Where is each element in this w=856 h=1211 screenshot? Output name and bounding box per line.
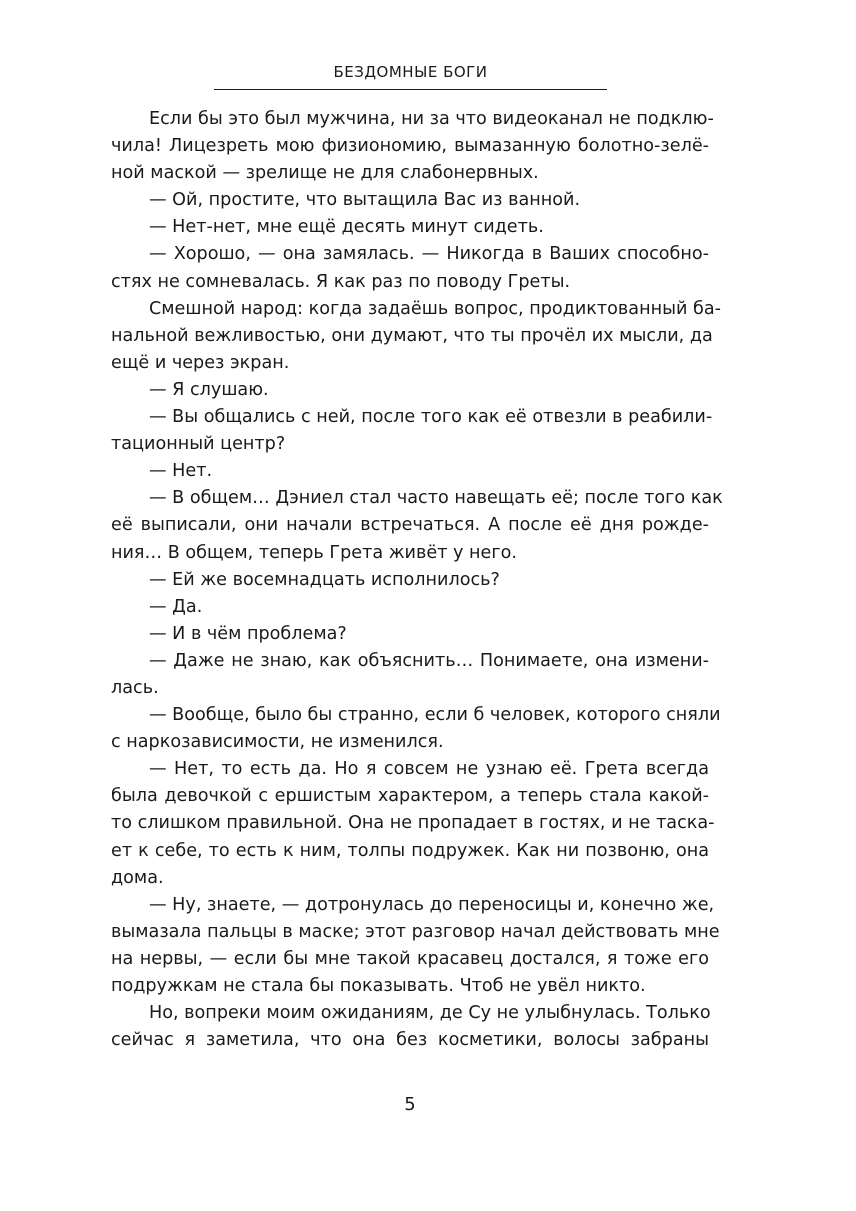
text-line: — Нет, то есть да. Но я совсем не узнаю её. Грета всегда [149,759,709,780]
text-line: нальной вежливостью, они думают, что ты прочёл их мысли, да [111,325,713,346]
text-line: её выписали, они начали встречаться. А после её дня рожде- [111,515,709,536]
body-text [111,106,723,1054]
text-line: подружкам не стала бы показывать. Чтоб не увёл никто. [111,976,646,996]
text-line: Смешной народ: когда задаёшь вопрос, продиктованный ба- [149,298,721,319]
text-line: — В общем… Дэниел стал часто навещать её; после того как [149,488,723,509]
text-line: — И в чём проблема? [149,623,347,644]
text-line: то слишком правильной. Она не пропадает в гостях, и не таска- [111,813,715,834]
text-line: — Вообще, было бы странно, если б человек, которого сняли [149,705,721,726]
text-line: на нервы, — если бы мне такой красавец достался, я тоже его [111,948,709,969]
text-line: тационный центр? [111,434,286,455]
text-line: — Вы общались с ней, после того как её отвезли в реабили- [149,407,713,428]
running-header-title: БЕЗДОМНЫЕ БОГИ [333,63,488,81]
text-line: — Нет. [149,461,213,482]
page-number: 5 [404,1094,416,1115]
text-line: — Ой, простите, что вытащила Вас из ванной. [149,190,581,211]
text-line: ной маской — зрелище не для слабонервных. [111,163,539,184]
text-line: с наркозависимости, не изменился. [111,732,444,753]
text-line: ния… В общем, теперь Грета живёт у него. [111,542,517,563]
text-line: вымазала пальцы в маске; этот разговор начал действовать мне [111,921,720,942]
header-rule [214,89,607,90]
text-line: Если бы это был мужчина, ни за что видеоканал не подклю- [149,109,714,129]
text-line: сейчас я заметила, что она без косметики, волосы забраны [111,1030,709,1051]
text-line: чила! Лицезреть мою физиономию, вымазанную болотно-зелё- [111,136,709,157]
text-line: — Даже не знаю, как объяснить… Понимаете, она измени- [149,650,709,671]
text-line: — Да. [149,596,203,617]
text-line: — Нет-нет, мне ещё десять минут сидеть. [149,217,544,238]
text-line: ет к себе, то есть к ним, толпы подружек. Как ни позвоню, она [111,840,709,861]
text-line: — Я слушаю. [149,379,269,400]
text-line: ещё и через экран. [111,352,290,373]
text-line: лась. [111,677,159,698]
text-line: стях не сомневалась. Я как раз по поводу Греты. [111,271,571,292]
text-line: Но, вопреки моим ожиданиям, де Су не улыбнулась. Только [149,1003,711,1024]
text-line: дома. [111,867,164,888]
text-line: — Ну, знаете, — дотронулась до переносицы и, конечно же, [149,894,715,915]
text-line: была девочкой с ершистым характером, а теперь стала какой- [111,786,709,807]
text-line: — Хорошо, — она замялась. — Никогда в Ваших способно- [149,244,709,265]
text-line: — Ей же восемнадцать исполнилось? [149,569,500,590]
